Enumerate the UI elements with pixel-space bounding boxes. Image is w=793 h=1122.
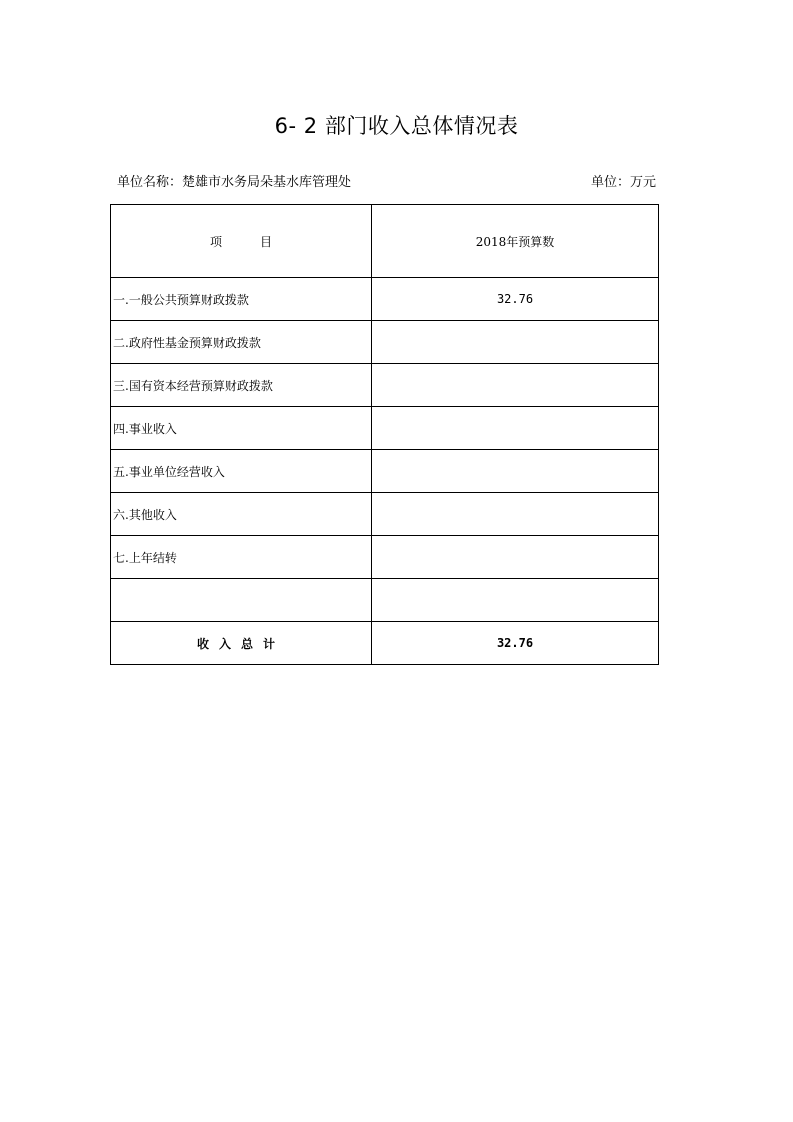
row-value (372, 364, 659, 407)
table-row (111, 493, 659, 536)
table-row (111, 321, 659, 364)
table-row (111, 579, 659, 622)
row-value (372, 493, 659, 536)
row-value (372, 321, 659, 364)
table-row (111, 450, 659, 493)
row-value: 32.76 (372, 278, 659, 321)
page-title: 6- 2 部门收入总体情况表 (274, 114, 519, 138)
table-row (111, 364, 659, 407)
row-value (372, 579, 659, 622)
row-label: 三.国有资本经营预算财政拨款 (111, 364, 372, 407)
total-label: 收入总计 (111, 622, 372, 665)
row-label (111, 579, 372, 622)
unit-name: 单位名称：楚雄市水务局朵基水库管理处 (117, 175, 352, 190)
row-value (372, 450, 659, 493)
row-value (372, 407, 659, 450)
row-label: 六.其他收入 (111, 493, 372, 536)
row-value (372, 536, 659, 579)
table-row (111, 407, 659, 450)
total-value: 32.76 (372, 622, 659, 665)
income-summary-table (110, 204, 659, 665)
header-item-right: 目 (260, 234, 273, 249)
row-label: 七.上年结转 (111, 536, 372, 579)
unit-of-measure: 单位：万元 (591, 175, 657, 190)
row-label: 五.事业单位经营收入 (111, 450, 372, 493)
header-value: 2018年预算数 (372, 205, 659, 278)
header-item (111, 205, 372, 278)
table-total-row (111, 622, 659, 665)
header-item-left: 项 (209, 234, 222, 249)
row-label: 二.政府性基金预算财政拨款 (111, 321, 372, 364)
table-row (111, 536, 659, 579)
row-label: 一.一般公共预算财政拨款 (111, 278, 372, 321)
row-label: 四.事业收入 (111, 407, 372, 450)
table-header-row (111, 205, 659, 278)
table-row (111, 278, 659, 321)
